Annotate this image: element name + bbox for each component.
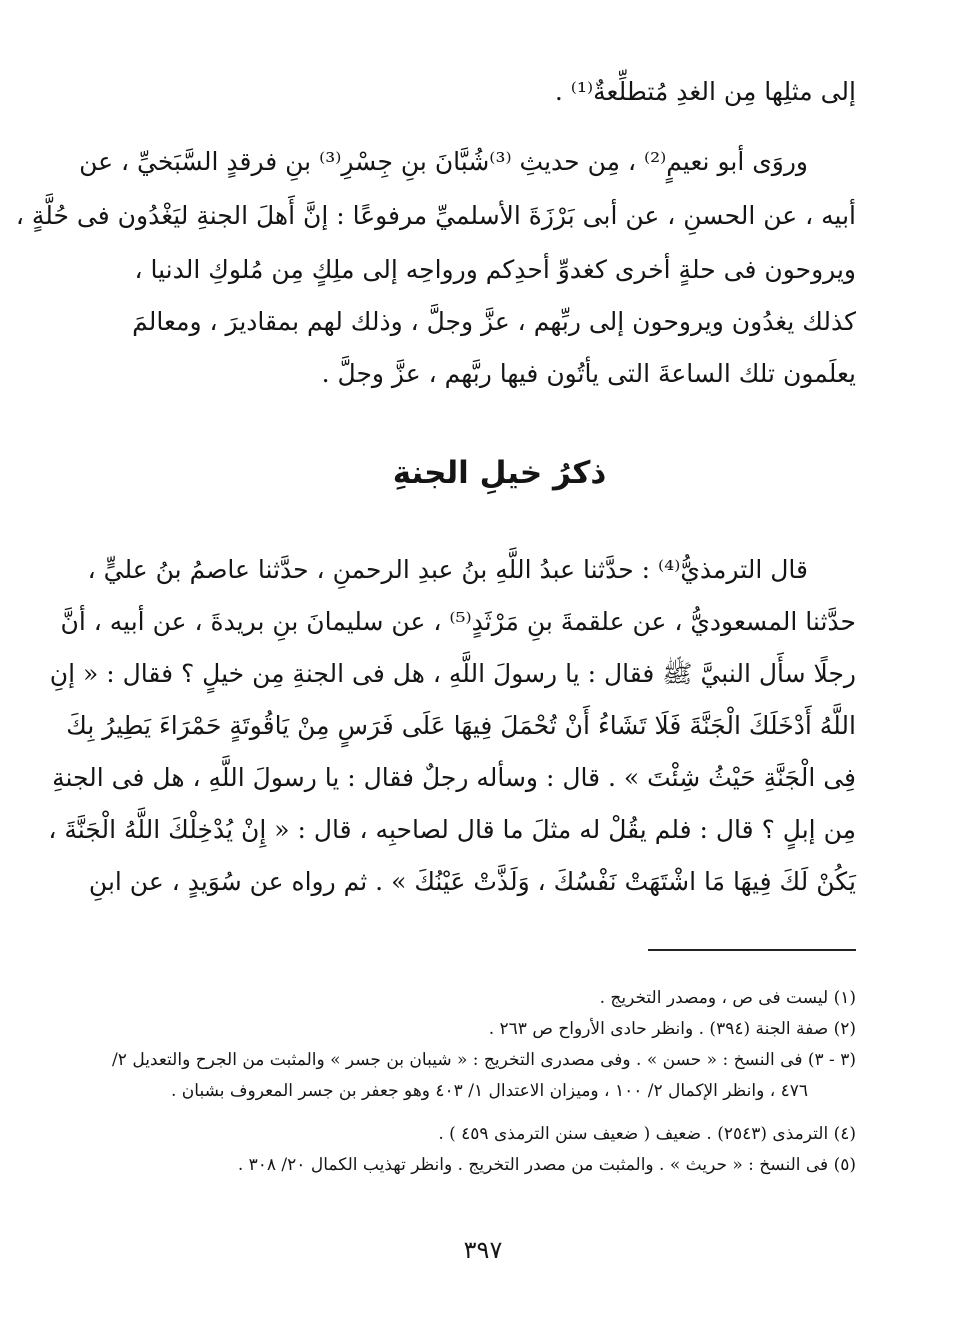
footnote: (١) ليست فى ص ، ومصدر التخريج . xyxy=(599,988,856,1008)
footnote-divider xyxy=(648,949,856,951)
footnote: (٣ - ٣) فى النسخ : « حسن » . وفى مصدرى التخريج : « شيبان بن جسر » والمثبت من الجرح والتعديل ٢/ xyxy=(112,1050,856,1070)
text-line: وروَى أبو نعيمٍ⁽²⁾ ، مِن حديثِ ⁽³⁾شُبَّانَ بنِ جِسْرِ⁽³⁾ بنِ فرقدٍ السَّبَخيِّ ، عن xyxy=(79,147,808,176)
text-line: أبيه ، عن الحسنِ ، عن أبى بَرْزَةَ الأسلميِّ مرفوعًا : إنَّ أَهلَ الجنةِ ليَغْدُون فى حُلَّةٍ ، xyxy=(15,201,856,230)
footnote-continuation: ٤٧٦ ، وانظر الإكمال ٢/ ١٠٠ ، وميزان الاعتدال ١/ ٤٠٣ وهو جعفر بن جسر المعروف بشبان . xyxy=(170,1081,808,1101)
footnote: (٤) الترمذى (٢٥٤٣) . ضعيف ( ضعيف سنن الترمذى ٤٥٩ ) . xyxy=(438,1124,856,1144)
text-line: كذلك يغدُون ويروحون إلى ربِّهم ، عزَّ وجلَّ ، وذلك لهم بمقاديرَ ، ومعالمَ xyxy=(132,307,856,336)
text-line: يَكُنْ لَكَ فِيهَا مَا اشْتَهَتْ نَفْسُكَ ، وَلَذَّتْ عَيْنُكَ » . ثم رواه عن سُوَيدٍ ، عن ابنِ xyxy=(88,867,856,896)
text-line: إلى مثلِها مِن الغدِ مُتطلِّعةٌ⁽¹⁾ . xyxy=(554,77,856,106)
section-title: ذكرُ خيلِ الجنةِ xyxy=(392,455,607,491)
text-line: يعلَمون تلك الساعةَ التى يأتُون فيها ربَّهم ، عزَّ وجلَّ . xyxy=(321,359,856,388)
text-line: مِن إبلٍ ؟ قال : فلم يقُلْ له مثلَ ما قال لصاحبِه ، قال : « إِنْ يُدْخِلْكَ اللَّهُ الْجَنَّةَ ، xyxy=(48,815,856,844)
footnote: (٢) صفة الجنة (٣٩٤) . وانظر حادى الأرواح ص ٢٦٣ . xyxy=(488,1019,856,1039)
text-line: ويروحون فى حلةٍ أخرى كغدوِّ أحدِكم ورواحِه إلى ملِكٍ مِن مُلوكِ الدنيا ، xyxy=(134,255,856,284)
text-line: قال الترمذيُّ⁽⁴⁾ : حدَّثنا عبدُ اللَّهِ بنُ عبدِ الرحمنِ ، حدَّثنا عاصمُ بنُ عليٍّ ، xyxy=(87,555,808,584)
text-line: اللَّهُ أَدْخَلَكَ الْجَنَّةَ فَلَا تَشَاءُ أَنْ تُحْمَلَ فِيهَا عَلَى فَرَسٍ مِنْ يَاقُوتَةٍ حَمْرَاءَ يَطِيرُ بِكَ xyxy=(66,711,856,740)
text-line: حدَّثنا المسعوديُّ ، عن علقمةَ بنِ مَرْثَدٍ⁽⁵⁾ ، عن سليمانَ بنِ بريدةَ ، عن أبيه ، أنَّ xyxy=(60,607,856,636)
footnote: (٥) فى النسخ : « حريث » . والمثبت من مصدر التخريج . وانظر تهذيب الكمال ٢٠/ ٣٠٨ . xyxy=(237,1155,856,1175)
text-line: فِى الْجَنَّةِ حَيْثُ شِئْتَ » . قال : وسأله رجلٌ فقال : يا رسولَ اللَّهِ ، هل فى الجنةِ xyxy=(52,763,856,792)
page-number: ٣٩٧ xyxy=(463,1236,503,1264)
text-line: رجلًا سأَل النبيَّ ﷺ فقال : يا رسولَ اللَّهِ ، هل فى الجنةِ مِن خيلٍ ؟ فقال : « إنِ xyxy=(49,659,856,688)
